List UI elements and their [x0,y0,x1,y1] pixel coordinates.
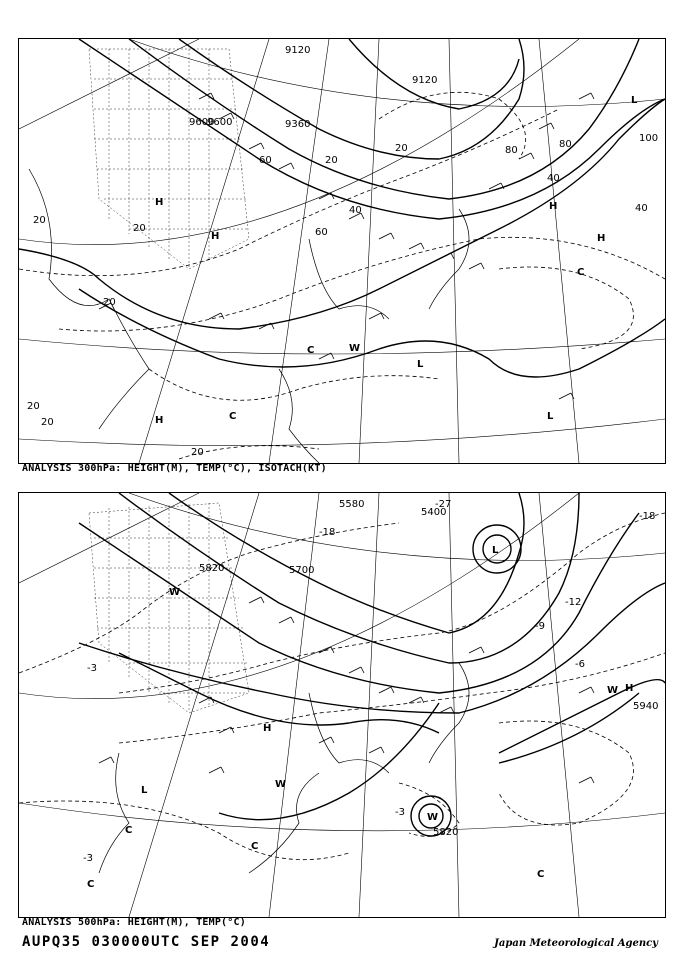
system-marker: L [631,95,638,106]
height-label: 5820 [433,827,459,838]
coastline [29,169,469,463]
system-marker: C [87,879,95,890]
temp-label: -3 [87,663,97,674]
system-marker: W [349,343,361,354]
height-contours [19,39,665,377]
system-marker: L [141,785,148,796]
isotach-label: 60 [315,227,328,238]
system-marker: C [577,267,585,278]
temp-label: -18 [639,511,656,522]
temp-label: -3 [83,853,93,864]
isotach-label: 20 [103,297,116,308]
map-500hpa-canvas [19,493,665,917]
system-marker: W [275,779,287,790]
coastline [99,663,469,873]
agency-credit: Japan Meteorological Agency [494,938,658,949]
panel-caption-500hpa: ANALYSIS 500hPa: HEIGHT(M), TEMP(°C) [22,917,246,928]
height-label: 9120 [285,45,311,56]
system-marker: C [251,841,259,852]
temp-label: -3 [395,807,405,818]
system-marker: H [597,233,606,244]
height-labels [189,45,437,130]
panel-caption-300hpa: ANALYSIS 300hPa: HEIGHT(M), TEMP(°C), ISOTACH(KT) [22,463,327,474]
isotach-label: 20 [33,215,46,226]
system-marker: C [229,411,237,422]
temp-label: -18 [319,527,336,538]
chart-identifier: AUPQ35 030000UTC SEP 2004 [22,934,271,950]
isotach-label: 40 [547,173,560,184]
system-marker: H [211,231,220,242]
isotherm-contours [19,513,665,860]
height-label: 5820 [199,563,225,574]
system-marker: W [427,812,439,823]
isotach-label: 20 [27,401,40,412]
height-label: 5580 [339,499,365,510]
isotach-label: 20 [191,447,204,458]
system-marker: C [307,345,315,356]
height-label: 9600 [207,117,233,128]
isotach-label: 40 [349,205,362,216]
system-marker: L [547,411,554,422]
system-marker: H [549,201,558,212]
height-label: 9360 [285,119,311,130]
isotach-label: 100 [639,133,659,144]
system-marker: H [625,683,634,694]
system-marker: W [607,685,619,696]
isotach-label: 80 [559,139,572,150]
system-marker: C [537,869,545,880]
system-marker: W [169,587,181,598]
isotach-label: 20 [133,223,146,234]
hatched-area [89,503,249,713]
system-marker: H [155,415,164,426]
isotach-label: 20 [325,155,338,166]
graticule [19,493,665,917]
isotach-label: 60 [259,155,272,166]
temp-label: -6 [575,659,585,670]
height-label: 5400 [421,507,447,518]
system-marker: C [125,825,133,836]
system-marker: H [155,197,164,208]
isotach-label: 20 [395,143,408,154]
temp-label: -9 [535,621,545,632]
isotach-label: 20 [41,417,54,428]
system-marker: L [417,359,424,370]
isotach-label: 80 [505,145,518,156]
height-label: 9120 [412,75,438,86]
temp-label: -27 [435,499,452,510]
map-panel-500hpa [18,492,666,918]
pressure-systems [87,545,633,890]
map-300hpa-canvas [19,39,665,463]
isotach-label: 40 [635,203,648,214]
height-label: 9600 [189,117,215,128]
height-labels [199,499,658,838]
system-marker: L [492,545,499,556]
graticule [19,39,665,463]
system-marker: H [263,723,272,734]
map-panel-300hpa [18,38,666,464]
temp-label: -12 [565,597,582,608]
height-label: 5940 [633,701,659,712]
height-label: 5700 [289,565,315,576]
wind-barbs [99,93,594,399]
